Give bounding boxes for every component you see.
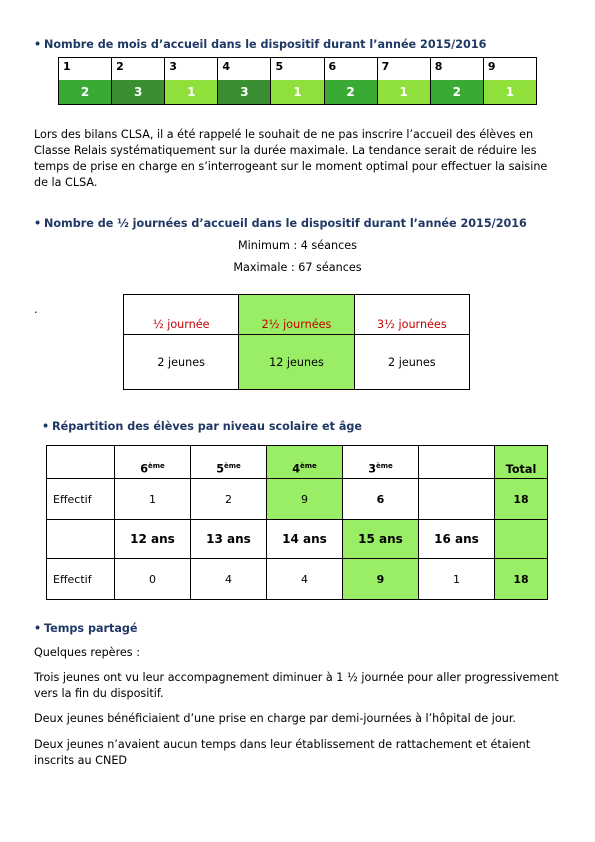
month-value: 1 <box>165 80 218 105</box>
level-header: 4ème <box>267 446 343 479</box>
empty-cell <box>47 446 115 479</box>
age-header: 16 ans <box>419 520 495 559</box>
age-header: 12 ans <box>115 520 191 559</box>
month-value: 2 <box>59 80 112 105</box>
month-number: 2 <box>112 58 165 81</box>
bullet-icon: • <box>42 420 50 433</box>
levels-effectif-row <box>47 479 548 520</box>
effectif-value: 4 <box>267 559 343 600</box>
month-value: 1 <box>377 80 430 105</box>
ages-effectif-row <box>47 559 548 600</box>
stray-dot: . <box>34 303 38 316</box>
level-header: 3ème <box>343 446 419 479</box>
effectif-value: 1 <box>115 479 191 520</box>
months-table <box>58 57 537 105</box>
empty-cell <box>419 446 495 479</box>
effectif-label: Effectif <box>47 559 115 600</box>
paragraph-two-youths-cned: Deux jeunes n’avaient aucun temps dans leur établissement de rattachement et étaient inscrits au CNED <box>34 738 531 767</box>
half-days-header-row <box>124 295 470 335</box>
section-title-shared-time-text: Temps partagé <box>44 622 138 635</box>
empty-cell <box>495 520 548 559</box>
total-header: Total <box>495 446 548 479</box>
effectif-value: 6 <box>343 479 419 520</box>
paragraph-clsa: Lors des bilans CLSA, il a été rappelé le souhait de ne pas inscrire l’accueil des élèves en Classe Relais systématiquement sur la durée maximale. La tendance serait de réduire les temps de prise en charge en s’interrogeant sur le moment optimal pour effectuer la saisine de la CLSA. <box>34 128 548 189</box>
months-value-row <box>59 80 537 105</box>
level-header: 6ème <box>115 446 191 479</box>
half-days-value: 12 jeunes <box>239 335 354 390</box>
intro-text: Quelques repères : <box>34 646 140 659</box>
maximale-text: Maximale : 67 séances <box>233 261 362 274</box>
month-number: 5 <box>271 58 324 81</box>
month-number: 9 <box>483 58 536 81</box>
half-days-value: 2 jeunes <box>354 335 469 390</box>
effectif-total: 18 <box>495 479 548 520</box>
bullet-icon: • <box>34 217 42 230</box>
month-value: 1 <box>271 80 324 105</box>
section-title-months <box>34 38 486 51</box>
half-days-header: ½ journée <box>124 295 239 335</box>
month-value: 3 <box>112 80 165 105</box>
month-value: 2 <box>324 80 377 105</box>
age-header: 15 ans <box>343 520 419 559</box>
level-header: 5ème <box>191 446 267 479</box>
section-title-levels-text: Répartition des élèves par niveau scolaire et âge <box>52 420 363 433</box>
effectif-value: 9 <box>343 559 419 600</box>
month-value: 1 <box>483 80 536 105</box>
effectif-total: 18 <box>495 559 548 600</box>
month-number: 3 <box>165 58 218 81</box>
month-number: 4 <box>218 58 271 81</box>
effectif-value: 0 <box>115 559 191 600</box>
half-days-table <box>123 294 470 390</box>
levels-header-row <box>47 446 548 479</box>
minimum-text: Minimum : 4 séances <box>238 239 357 252</box>
month-number: 8 <box>430 58 483 81</box>
effectif-label: Effectif <box>47 479 115 520</box>
section-title-half-days-text: Nombre de ½ journées d’accueil dans le dispositif durant l’année 2015/2016 <box>44 217 527 230</box>
month-value: 3 <box>218 80 271 105</box>
effectif-value: 9 <box>267 479 343 520</box>
bullet-icon: • <box>34 38 42 51</box>
effectif-value <box>419 479 495 520</box>
month-value: 2 <box>430 80 483 105</box>
effectif-value: 2 <box>191 479 267 520</box>
month-number: 6 <box>324 58 377 81</box>
half-days-header: 2½ journées <box>239 295 354 335</box>
ages-header-row <box>47 520 548 559</box>
section-title-months-text: Nombre de mois d’accueil dans le dispositif durant l’année 2015/2016 <box>44 38 487 51</box>
months-number-row <box>59 58 537 81</box>
age-header: 14 ans <box>267 520 343 559</box>
effectif-value: 1 <box>419 559 495 600</box>
half-days-header: 3½ journées <box>354 295 469 335</box>
half-days-value-row <box>124 335 470 390</box>
month-number: 7 <box>377 58 430 81</box>
paragraph-two-youths-hospital: Deux jeunes bénéficiaient d’une prise en charge par demi-journées à l’hôpital de jour. <box>34 712 516 725</box>
bullet-icon: • <box>34 622 42 635</box>
section-title-half-days <box>34 217 527 230</box>
paragraph-three-youths: Trois jeunes ont vu leur accompagnement diminuer à 1 ½ journée pour aller progressivement vers la fin du dispositif. <box>34 671 559 700</box>
section-title-shared-time <box>34 622 138 635</box>
levels-table <box>46 445 548 600</box>
section-title-levels <box>42 420 362 433</box>
age-header: 13 ans <box>191 520 267 559</box>
month-number: 1 <box>59 58 112 81</box>
effectif-value: 4 <box>191 559 267 600</box>
half-days-value: 2 jeunes <box>124 335 239 390</box>
empty-cell <box>47 520 115 559</box>
